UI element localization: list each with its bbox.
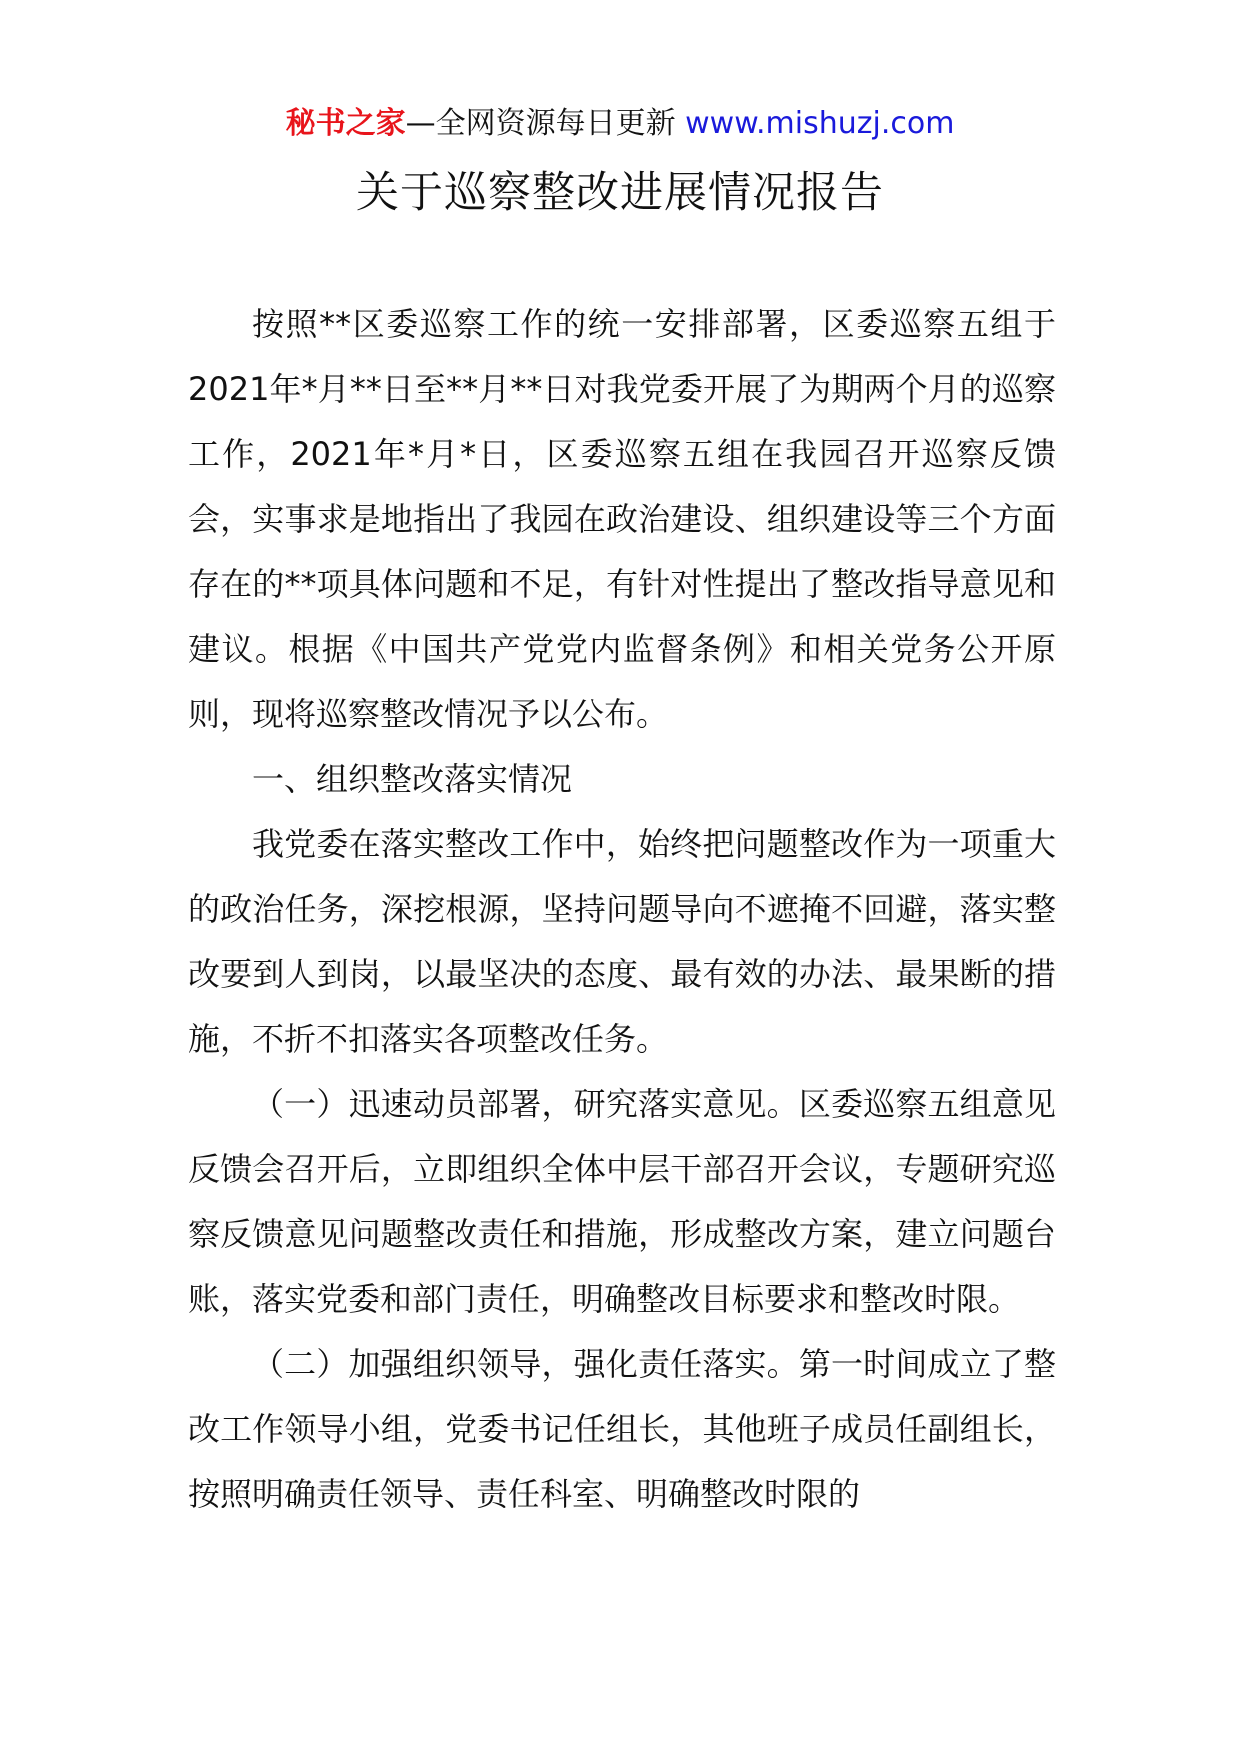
body-paragraph: （二）加强组织领导，强化责任落实。第一时间成立了整改工作领导小组，党委书记任组长，其他班子成员任副组长，按照明确责任领导、责任科室、明确整改时限的 (188, 1345, 1056, 1513)
section-heading: 一、组织整改落实情况 (252, 760, 573, 798)
body-paragraph: （一）迅速动员部署，研究落实意见。区委巡察五组意见反馈会召开后，立即组织全体中层干部召开会议，专题研究巡察反馈意见问题整改责任和措施，形成整改方案，建立问题台账，落实党委和部门责任，明确整改目标要求和整改时限。 (188, 1085, 1056, 1318)
header-banner (0, 104, 1240, 144)
header-tagline: —全网资源每日更新 (405, 106, 676, 141)
body-paragraph: 我党委在落实整改工作中，始终把问题整改作为一项重大的政治任务，深挖根源，坚持问题导向不遮掩不回避，落实整改要到人到岗，以最坚决的态度、最有效的办法、最果断的措施，不折不扣落实各项整改任务。 (188, 825, 1056, 1058)
document-title: 关于巡察整改进展情况报告 (356, 168, 884, 218)
document-body (188, 292, 1056, 1527)
brand-name: 秘书之家 (285, 106, 406, 141)
website-link[interactable]: www.mishuzj.com (685, 106, 955, 141)
intro-paragraph: 按照**区委巡察工作的统一安排部署，区委巡察五组于2021年*月**日至**月**日对我党委开展了为期两个月的巡察工作，2021年*月*日，区委巡察五组在我园召开巡察反馈会，实事求是地指出了我园在政治建设、组织建设等三个方面存在的**项具体问题和不足，有针对性提出了整改指导意见和建议。根据《中国共产党党内监督条例》和相关党务公开原则，现将巡察整改情况予以公布。 (188, 305, 1056, 733)
